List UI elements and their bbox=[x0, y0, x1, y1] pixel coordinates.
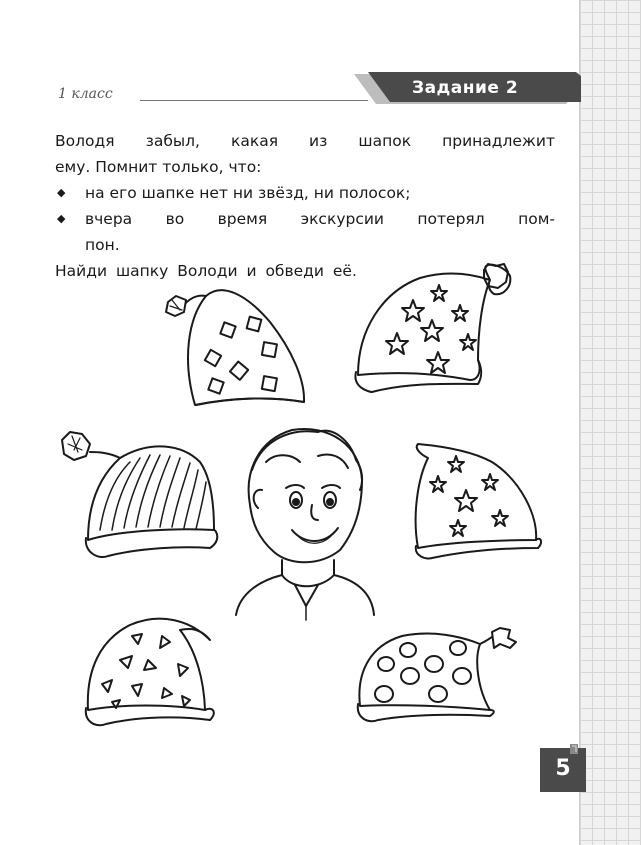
hat-stripes-icon[interactable] bbox=[62, 432, 217, 557]
intro-line-2: ему. Помнит только, что: bbox=[55, 158, 262, 176]
bullet-1: ◆ на его шапке нет ни звёзд, ни полосок; bbox=[55, 180, 555, 206]
hat-diamonds-icon[interactable] bbox=[166, 290, 304, 405]
grade-label: 1 класс bbox=[58, 86, 113, 102]
bullet-diamond-icon: ◆ bbox=[57, 186, 66, 199]
intro-line-1: Володя забыл, какая из шапок принадлежит bbox=[55, 132, 555, 150]
page-number: 5 bbox=[555, 756, 571, 781]
hat-dots-icon[interactable] bbox=[358, 628, 516, 721]
bullet-2-continuation: пон. bbox=[85, 236, 120, 254]
instruction: Найди шапку Володи и обведи её. bbox=[55, 262, 357, 280]
page-number-badge bbox=[540, 744, 586, 792]
hat-stars-icon[interactable] bbox=[355, 264, 510, 392]
bullet-diamond-icon: ◆ bbox=[57, 212, 66, 225]
hat-stars-2-icon[interactable] bbox=[416, 444, 541, 559]
task-title: Задание 2 bbox=[412, 78, 519, 98]
bullet-2: ◆ вчера во время экскурсии потерял пом- bbox=[55, 206, 555, 232]
hat-triangles-icon[interactable] bbox=[86, 619, 214, 726]
boy-illustration bbox=[236, 429, 374, 620]
